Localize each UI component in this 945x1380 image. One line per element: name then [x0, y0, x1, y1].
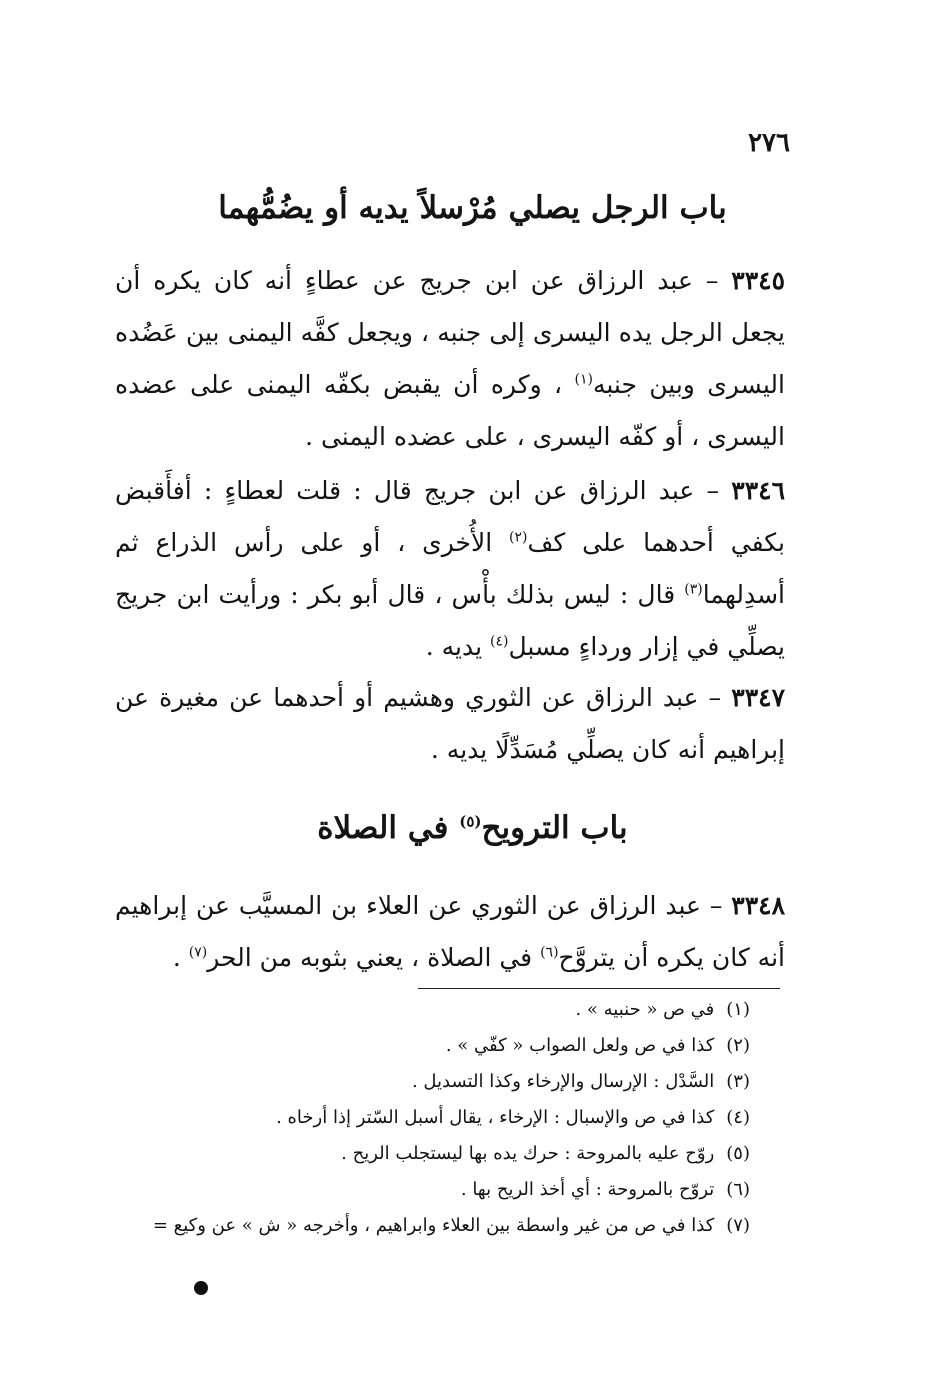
- footnote-text: السَّدْل : الإرسال والإرخاء وكذا التسديل .: [411, 1071, 715, 1092]
- hadith-3347: [115, 672, 785, 776]
- footnote: [100, 1100, 750, 1136]
- footnote: [100, 1172, 750, 1208]
- hadith-number: ٣٣٤٧: [731, 683, 785, 712]
- footnote-number: (١): [726, 999, 750, 1020]
- hadith-3346: [115, 465, 785, 673]
- footnote-number: (٤): [726, 1107, 750, 1128]
- footnote-number: (٢): [726, 1035, 750, 1056]
- ink-blot: [194, 1281, 208, 1295]
- hadith-number: ٣٣٤٨: [731, 891, 785, 920]
- footnote-marker: (٤): [490, 633, 509, 650]
- footnote-separator: [418, 988, 780, 989]
- footnote-number: (٥): [726, 1143, 750, 1164]
- footnote-number: (٣): [726, 1071, 750, 1092]
- footnote-text: تروّح بالمروحة : أي أخذ الريح بها .: [460, 1179, 715, 1200]
- hadith-text: في الصلاة ، يعني بثوبه من الحر: [207, 943, 541, 972]
- hadith-3345: [115, 255, 785, 463]
- footnote-text: في ص « حنبيه » .: [575, 999, 715, 1020]
- hadith-number: ٣٣٤٦: [731, 476, 785, 505]
- footnotes: [100, 992, 750, 1244]
- hadith-text: الأُخرى ، أو على رأس الذراع ثم أسدِلهما: [115, 528, 785, 609]
- hadith-text: ، وكره أن يقبض بكفّه اليمنى على عضده اليسرى ، أو كفّه اليسرى ، على عضده اليمنى .: [115, 370, 785, 451]
- footnote-marker: (١): [574, 371, 593, 388]
- hadith-text: .: [172, 943, 189, 972]
- hadith-3348: [115, 880, 785, 984]
- footnote-number: (٦): [726, 1179, 750, 1200]
- hadith-text: – عبد الرزاق عن ابن جريج قال : قلت لعطاءٍ : أفأَقبض بكفي أحدهما على كف: [115, 476, 785, 557]
- hadith-text: – عبد الرزاق عن الثوري وهشيم أو أحدهما عن مغيرة عن إبراهيم أنه كان يصلِّي مُسَدِّلًا يديه .: [115, 683, 785, 764]
- footnote-marker: (٦): [540, 944, 559, 961]
- page-number: ٢٧٦: [748, 128, 790, 158]
- heading-text: باب الترويح: [481, 810, 628, 846]
- footnote-marker: (٥): [459, 812, 482, 831]
- footnote-text: روّح عليه بالمروحة : حرك يده بها ليستجلب الريح .: [341, 1143, 715, 1164]
- chapter-heading-1: باب الرجل يصلي مُرْسلاً يديه أو يضُمُّهما: [218, 190, 727, 226]
- footnote-number: (٧): [726, 1215, 750, 1236]
- hadith-text: قال : ليس بذلك بأْس ، قال أبو بكر : ورأيت ابن جريج يصلِّي في إزار ورداءٍ مسبل: [115, 580, 785, 661]
- chapter-heading-2: [0, 810, 945, 846]
- footnote-marker: (٧): [188, 944, 208, 961]
- footnote-marker: (٣): [684, 581, 703, 598]
- footnote: [100, 1028, 750, 1064]
- footnote: [100, 1208, 750, 1244]
- footnote: [100, 1064, 750, 1100]
- footnote-text: كذا في ص من غير واسطة بين العلاء وابراهيم ، وأخرجه « ش » عن وكيع =: [152, 1215, 715, 1236]
- heading-text: في الصلاة: [317, 810, 460, 846]
- hadith-text: – عبد الرزاق عن الثوري عن العلاء بن المسيَّب عن إبراهيم أنه كان يكره أن يتروَّح: [115, 891, 785, 972]
- hadith-text: – عبد الرزاق عن ابن جريج عن عطاءٍ أنه كان يكره أن يجعل الرجل يده اليسرى إلى جنبه ، ويجعل كفَّه اليمنى بين عَضُده اليسرى وبين جنبه: [115, 266, 785, 399]
- footnote: [100, 992, 750, 1028]
- footnote-text: كذا في ص والإسبال : الإرخاء ، يقال أسبل السّتر إذا أرخاه .: [276, 1107, 715, 1128]
- hadith-text: يديه .: [425, 632, 491, 661]
- hadith-number: ٣٣٤٥: [731, 266, 785, 295]
- footnote-marker: (٢): [509, 529, 528, 546]
- footnote: [100, 1136, 750, 1172]
- footnote-text: كذا في ص ولعل الصواب « كفّي » .: [445, 1035, 715, 1056]
